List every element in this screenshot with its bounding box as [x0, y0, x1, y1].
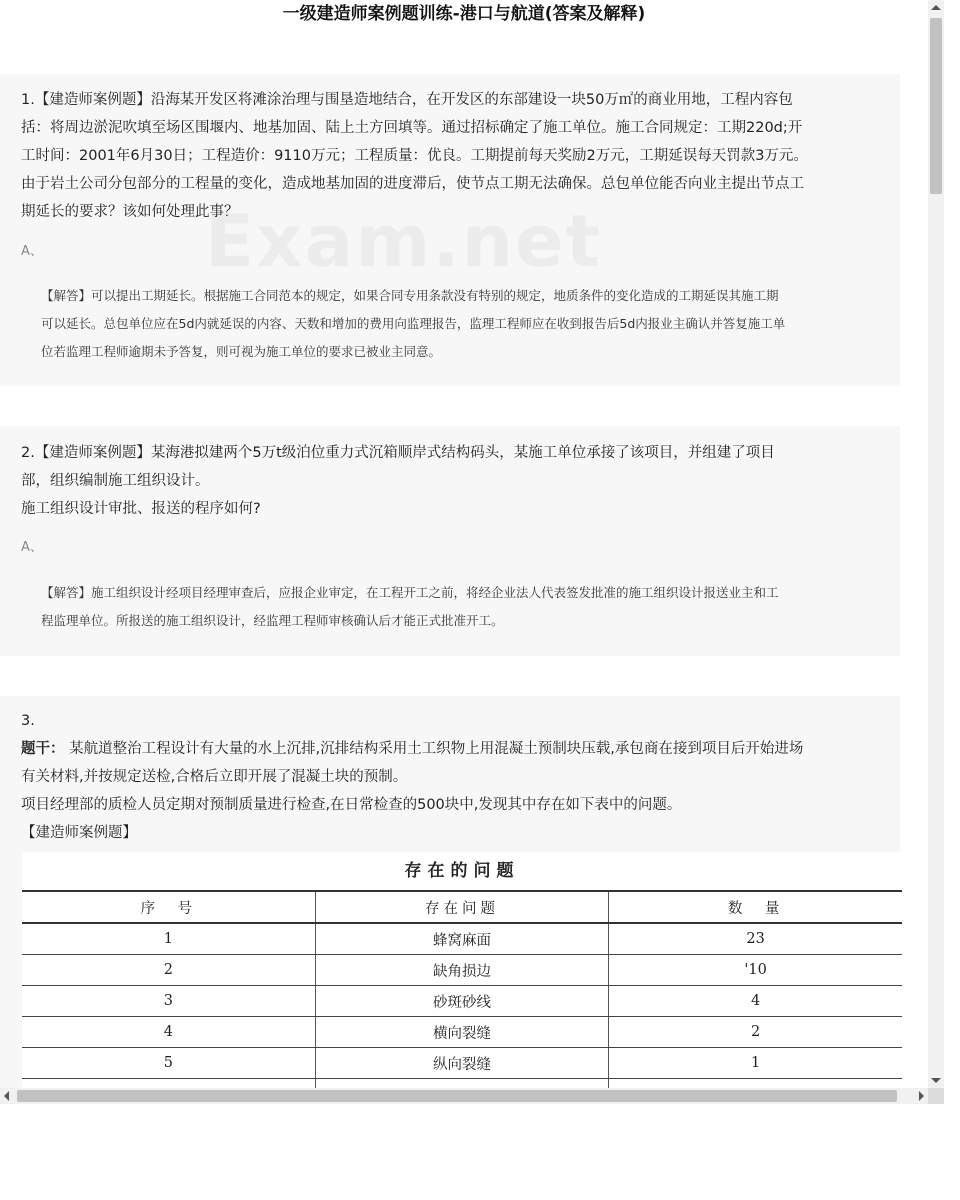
question-tag: 【建造师案例题】 [34, 445, 151, 461]
cell-problem [315, 1079, 608, 1089]
question-line: 某海港拟建两个5万t级泊位重力式沉箱顺岸式结构码头，某施工单位承接了该项目，并组建了项目 [150, 445, 775, 461]
cell-index: 1 [22, 923, 315, 955]
answer-line: 【解答】施工组织设计经项目经理审查后，应报企业审定，在工程开工之前，将经企业法人代表签发批准的施工组织设计报送业主和工 [41, 585, 779, 600]
problems-table [22, 890, 902, 1088]
problems-table-image [22, 852, 902, 1088]
question-line: 期延长的要求？该如何处理此事？ [21, 204, 239, 220]
cell-problem: 纵向裂缝 [315, 1048, 608, 1079]
question-2-text [21, 439, 887, 523]
table-title: 存在的问题 [404, 861, 520, 881]
cell-index: 2 [22, 955, 315, 986]
cell-index [22, 1079, 315, 1089]
table-row [22, 1048, 902, 1079]
question-number: 3. [21, 713, 35, 729]
question-line: 施工组织设计审批、报送的程序如何? [21, 501, 261, 517]
header-index: 序 号 [22, 891, 315, 923]
answer-line: 位若监理工程师逾期未予答复，则可视为施工单位的要求已被业主同意。 [41, 344, 442, 359]
scroll-up-arrow-icon[interactable] [931, 5, 941, 10]
cell-problem: 缺角损边 [315, 955, 608, 986]
cell-count: 1 [609, 1048, 902, 1079]
answer-line: 程监理单位。所报送的施工组织设计，经监理工程师审核确认后才能正式批准开工。 [41, 613, 504, 628]
question-line: 项目经理部的质检人员定期对预制质量进行检查,在日常检查的500块中,发现其中存在如下表中的问题。 [21, 797, 682, 813]
horizontal-scrollbar[interactable] [0, 1088, 928, 1104]
question-number: 1. [21, 92, 35, 108]
option-a[interactable]: A、 [21, 244, 43, 259]
page-title: 一级建造师案例题训练-港口与航道(答案及解释) [282, 4, 646, 24]
cell-count: 23 [609, 923, 902, 955]
scroll-down-arrow-icon[interactable] [931, 1078, 941, 1083]
answer-explanation-1 [41, 282, 877, 366]
scrollbar-corner [928, 1088, 944, 1104]
table-row [22, 986, 902, 1017]
stem-label: 题干： [21, 741, 65, 757]
answer-explanation-2 [41, 579, 877, 635]
question-line: 部，组织编制施工组织设计。 [21, 473, 210, 489]
table-row [22, 955, 902, 986]
scroll-right-arrow-icon[interactable] [919, 1091, 924, 1101]
question-card-2 [0, 426, 900, 656]
table-row [22, 1017, 902, 1048]
cell-count [609, 1079, 902, 1089]
table-row [22, 923, 902, 955]
question-3-text [21, 707, 887, 847]
cell-problem: 横向裂缝 [315, 1017, 608, 1048]
cell-count: 4 [609, 986, 902, 1017]
question-line: 工时间：2001年6月30日；工程造价：9110万元；工程质量：优良。工期提前每天奖励2万元，工期延误每天罚款3万元。 [21, 148, 808, 164]
question-line: 由于岩土公司分包部分的工程量的变化，造成地基加固的进度滞后，使节点工期无法确保。总包单位能否向业主提出节点工 [21, 176, 804, 192]
option-a[interactable]: A、 [21, 540, 43, 555]
table-row [22, 1079, 902, 1089]
question-line: 括：将周边淤泥吹填至场区围堰内、地基加固、陆上土方回填等。通过招标确定了施工单位。施工合同规定：工期220d;开 [21, 120, 803, 136]
question-line: 有关材料,并按规定送检,合格后立即开展了混凝土块的预制。 [21, 769, 408, 785]
cell-index: 4 [22, 1017, 315, 1048]
cell-problem: 蜂窝麻面 [315, 923, 608, 955]
answer-line: 可以延长。总包单位应在5d内就延误的内容、天数和增加的费用向监理报告，监理工程师应在收到报告后5d内报业主确认并答复施工单 [41, 316, 786, 331]
question-1-text [21, 86, 887, 226]
answer-line: 【解答】可以提出工期延长。根据施工合同范本的规定，如果合同专用条款没有特别的规定，地质条件的变化造成的工期延误其施工期 [41, 288, 779, 303]
question-line: 沿海某开发区将滩涂治理与围垦造地结合，在开发区的东部建设一块50万㎡的商业用地，工程内容包 [150, 92, 793, 108]
cell-index: 5 [22, 1048, 315, 1079]
header-count: 数 量 [609, 891, 902, 923]
cell-count: '10 [609, 955, 902, 986]
question-card-1 [0, 74, 900, 386]
question-line: 某航道整治工程设计有大量的水上沉排,沉排结构采用土工织物上用混凝土预制块压载,承包商在接到项目后开始进场 [69, 741, 804, 757]
header-problem: 存在问题 [315, 891, 608, 923]
cell-problem: 砂斑砂线 [315, 986, 608, 1017]
question-number: 2. [21, 445, 35, 461]
table-header-row [22, 891, 902, 923]
vertical-scrollbar[interactable] [928, 0, 944, 1088]
cell-index: 3 [22, 986, 315, 1017]
scroll-left-arrow-icon[interactable] [4, 1091, 9, 1101]
question-tag: 【建造师案例题】 [34, 92, 151, 108]
question-tag: 【建造师案例题】 [21, 825, 137, 841]
vertical-scroll-thumb[interactable] [930, 18, 942, 194]
cell-count: 2 [609, 1017, 902, 1048]
horizontal-scroll-thumb[interactable] [17, 1090, 897, 1102]
